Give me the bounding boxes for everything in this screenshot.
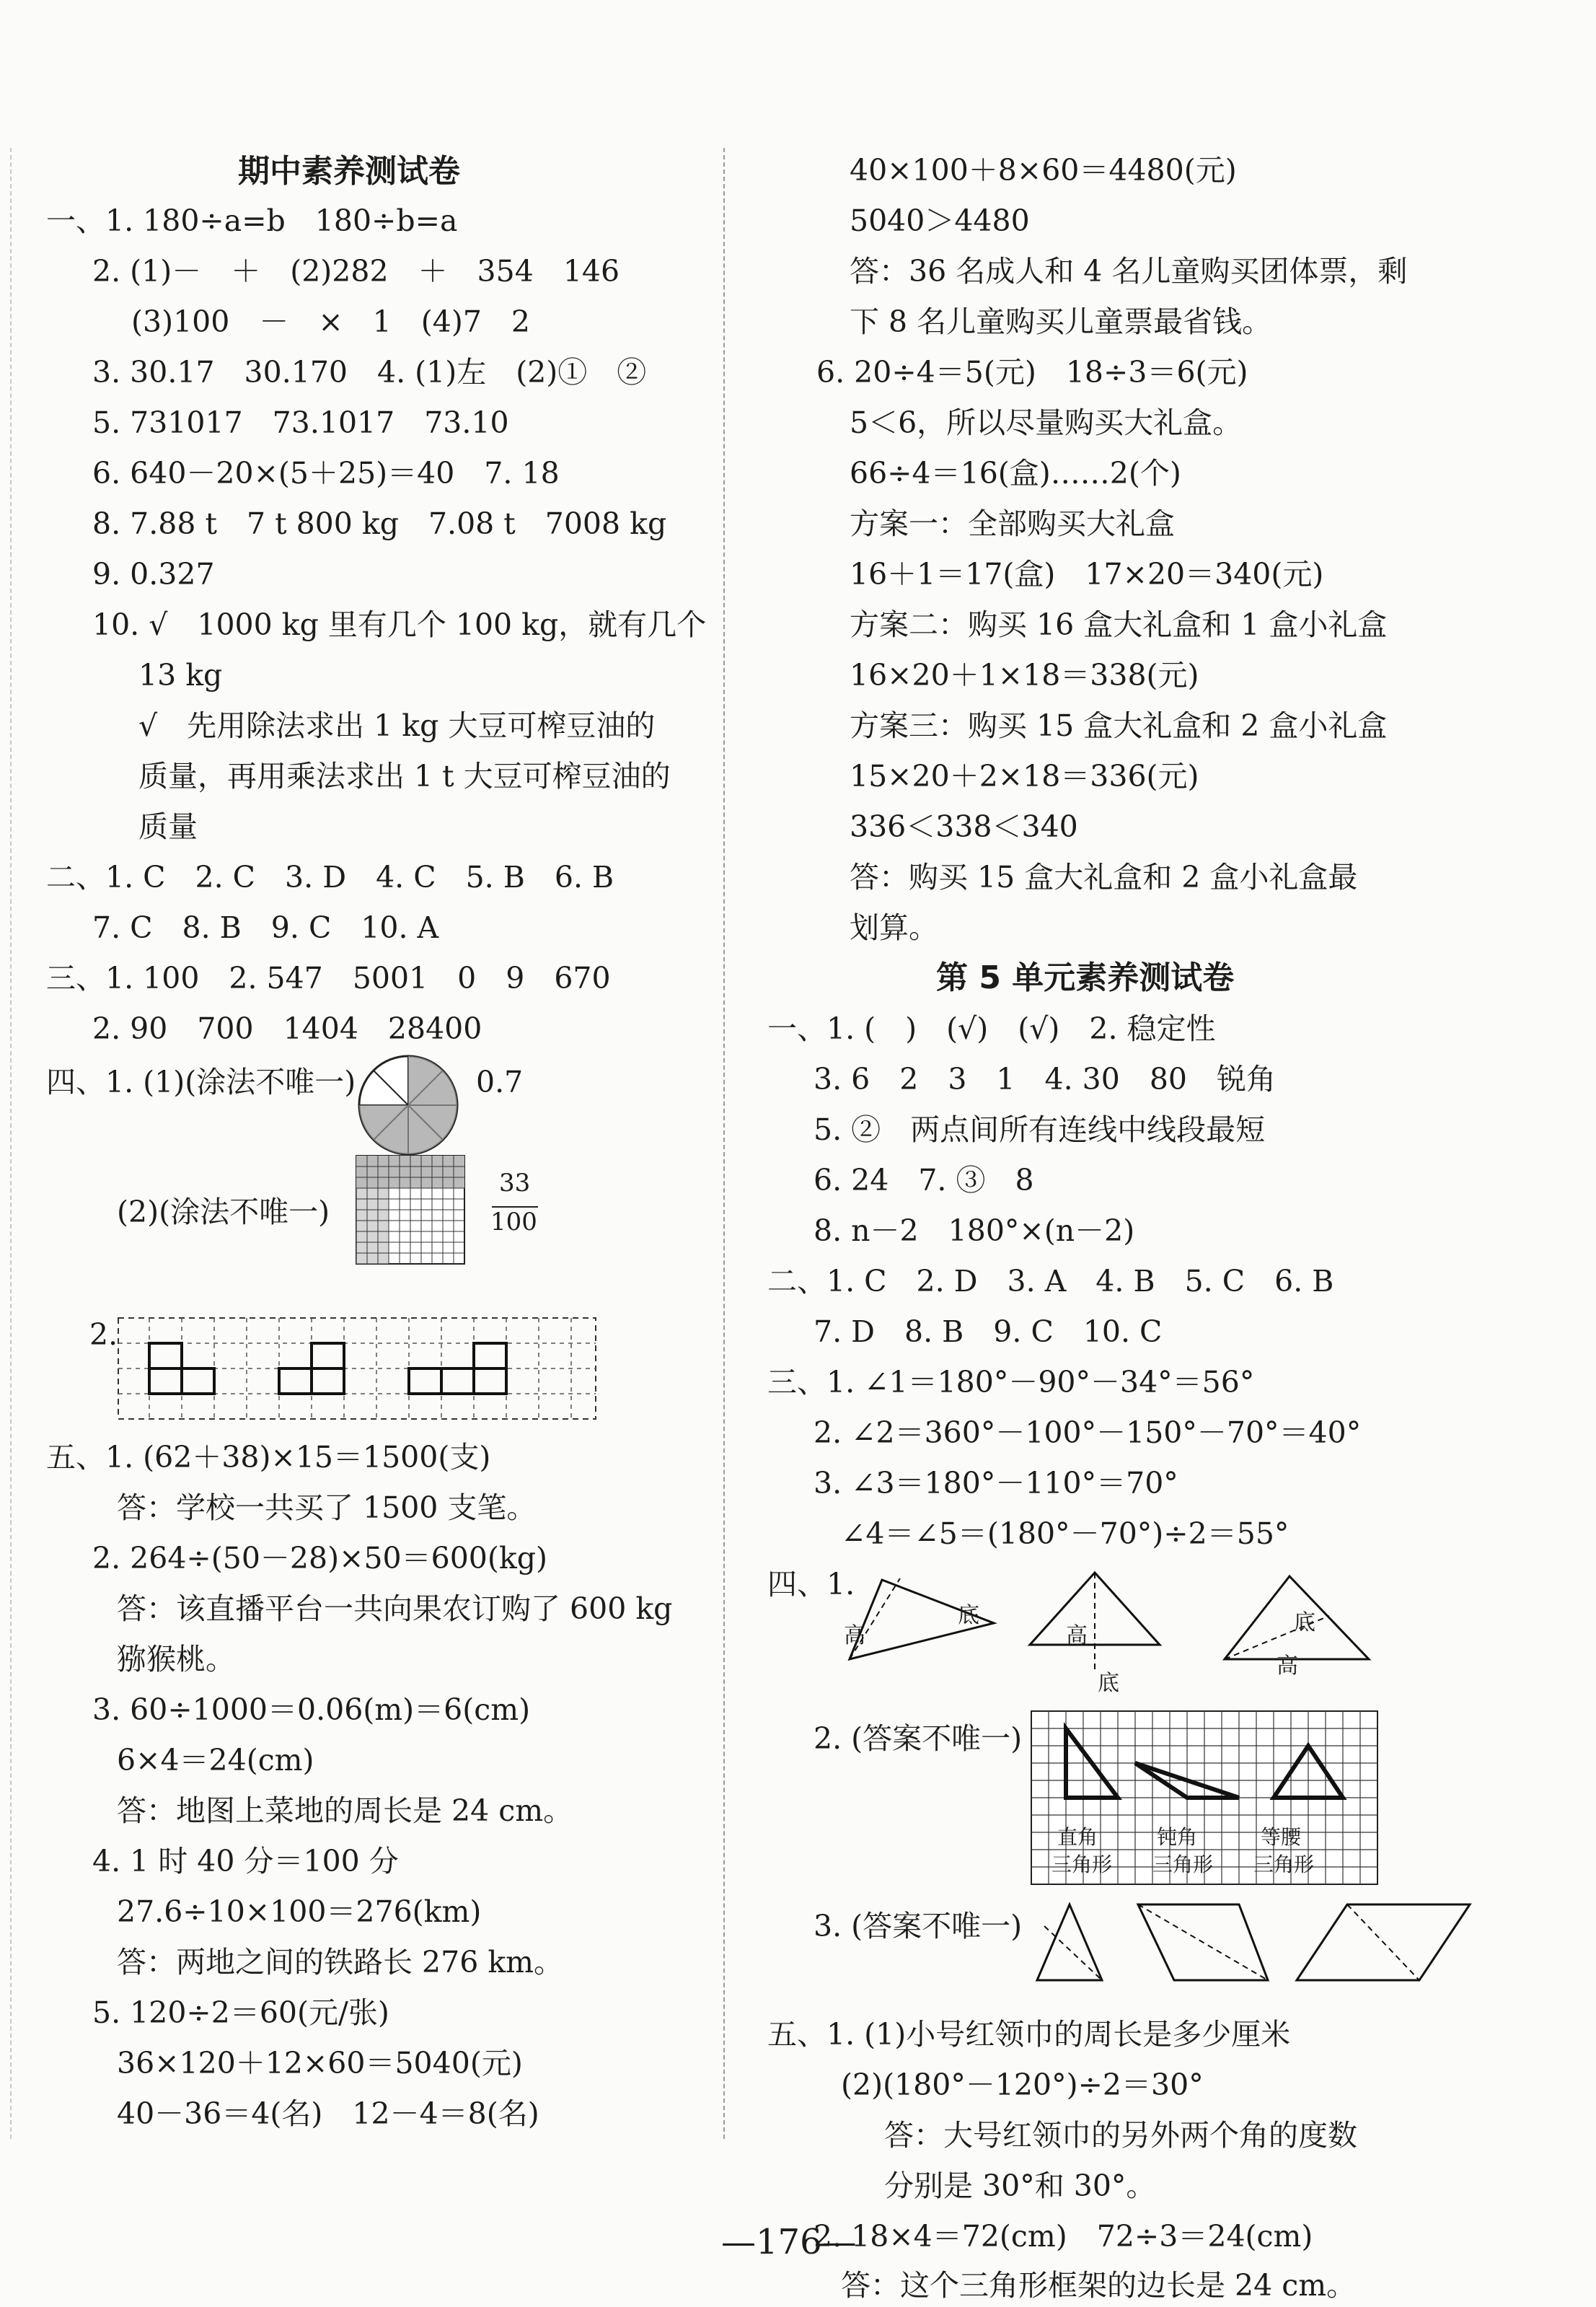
answer-line: 方案一：全部购买大礼盒 <box>850 506 1175 541</box>
page-number: —176— <box>721 2222 857 2262</box>
answer-line: 2. <box>89 1317 118 1352</box>
answer-line: 5. 120÷2＝60(元/张) <box>92 1995 389 2030</box>
answer-line: √ 先用除法求出 1 kg 大豆可榨豆油的 <box>138 708 656 743</box>
triangle-heights-figure <box>842 1565 1419 1674</box>
answer-line: 四、1. (1)(涂法不唯一) <box>46 1065 356 1099</box>
answer-line: 40×100＋8×60＝4480(元) <box>850 153 1237 188</box>
answer-line: 16＋1＝17(盒) 17×20＝340(元) <box>850 557 1324 592</box>
answer-line: 6. 640－20×(5＋25)＝40 7. 18 <box>92 456 560 491</box>
section-title-midterm: 期中素养测试卷 <box>238 153 460 190</box>
answer-line: 5040＞4480 <box>850 203 1030 238</box>
section-title-unit5: 第 5 单元素养测试卷 <box>936 959 1235 996</box>
answer-line: 答：两地之间的铁路长 276 km。 <box>117 1945 564 1979</box>
answer-line: 6×4＝24(cm) <box>117 1743 314 1778</box>
answer-line: 2. ∠2＝360°－100°－150°－70°＝40° <box>814 1415 1362 1450</box>
answer-line: 二、1. C 2. C 3. D 4. C 5. B 6. B <box>46 860 614 895</box>
answer-line: 336＜338＜340 <box>850 809 1078 844</box>
column-divider <box>723 148 725 2139</box>
fraction-numerator: 33 <box>499 1169 531 1198</box>
base-label: 底 <box>1098 1671 1119 1696</box>
answer-line: 2. (1)－ ＋ (2)282 ＋ 354 146 <box>92 254 620 289</box>
diagonal-shapes-figure <box>1030 1897 1491 1991</box>
height-label: 高 <box>844 1623 865 1648</box>
triangle-label: 三角形 <box>1253 1853 1315 1876</box>
triangle-label: 三角形 <box>1152 1853 1214 1876</box>
answer-line: 质量，再用乘法求出 1 t 大豆可榨豆油的 <box>138 759 671 794</box>
base-label: 底 <box>1294 1610 1315 1635</box>
answer-line: 3. 6 2 3 1 4. 30 80 锐角 <box>814 1062 1276 1097</box>
answer-line: 一、1. 180÷a=b 180÷b=a <box>46 203 458 238</box>
answer-line: 5. ② 两点间所有连线中线段最短 <box>814 1112 1266 1147</box>
answer-line: 2. 90 700 1404 28400 <box>92 1011 482 1046</box>
answer-line: 5＜6，所以尽量购买大礼盒。 <box>850 405 1243 440</box>
answer-line: 27.6÷10×100＝276(km) <box>117 1894 482 1929</box>
answer-line: 66÷4＝16(盒)……2(个) <box>850 456 1181 491</box>
block-shapes-figure <box>117 1317 607 1425</box>
answer-line: 五、1. (1)小号红领巾的周长是多少厘米 <box>767 2017 1291 2052</box>
answer-line: 答：这个三角形框架的边长是 24 cm。 <box>841 2268 1357 2303</box>
answer-line: (2)(180°－120°)÷2＝30° <box>841 2067 1204 2102</box>
answer-line: 8. n－2 180°×(n－2) <box>814 1213 1135 1248</box>
answer-line: 方案三：购买 15 盒大礼盒和 2 盒小礼盒 <box>850 708 1388 743</box>
answer-line: 划算。 <box>850 910 938 945</box>
height-label: 高 <box>1066 1623 1088 1648</box>
base-label: 底 <box>958 1603 979 1628</box>
answer-line: 13 kg <box>138 658 223 693</box>
answer-line: 三、1. ∠1＝180°－90°－34°＝56° <box>767 1365 1255 1399</box>
height-label: 高 <box>1277 1653 1298 1679</box>
answer-line: 5. 731017 73.1017 73.10 <box>92 405 509 440</box>
answer-line: 五、1. (62＋38)×15＝1500(支) <box>46 1440 491 1475</box>
answer-line: 2. 264÷(50－28)×50＝600(kg) <box>92 1541 547 1576</box>
answer-line: 3. ∠3＝180°－110°＝70° <box>814 1466 1178 1500</box>
answer-line: 3. (答案不唯一) <box>814 1909 1023 1943</box>
answer-line: 9. 0.327 <box>92 557 215 592</box>
triangle-label: 钝角 <box>1157 1825 1198 1849</box>
answer-line: 四、1. <box>767 1567 855 1601</box>
answer-line: 4. 1 时 40 分＝100 分 <box>92 1844 399 1878</box>
answer-line: (3)100 － × 1 (4)7 2 <box>131 304 531 339</box>
answer-line: 答：该直播平台一共向果农订购了 600 kg <box>117 1591 673 1626</box>
triangle-label: 等腰 <box>1261 1825 1302 1849</box>
answer-line: 答：36 名成人和 4 名儿童购买团体票，剩 <box>850 254 1408 289</box>
answer-line: 7. D 8. B 9. C 10. C <box>814 1314 1163 1349</box>
answer-line: 答：购买 15 盒大礼盒和 2 盒小礼盒最 <box>850 860 1358 895</box>
answer-line: 二、1. C 2. D 3. A 4. B 5. C 6. B <box>767 1264 1334 1298</box>
answer-line: 3. 30.17 30.170 4. (1)左 (2)① ② <box>92 355 647 390</box>
answer-line: 答：学校一共买了 1500 支笔。 <box>117 1490 537 1525</box>
answer-line: 答：地图上菜地的周长是 24 cm。 <box>117 1793 573 1828</box>
answer-line: 15×20＋2×18＝336(元) <box>850 759 1199 794</box>
answer-line: 质量 <box>138 809 198 844</box>
answer-line: 一、1. ( ) (√) (√) 2. 稳定性 <box>767 1011 1216 1046</box>
answer-line: 2. 18×4＝72(cm) 72÷3＝24(cm) <box>814 2219 1313 2254</box>
shaded-grid-figure <box>355 1154 470 1270</box>
answer-line: 16×20＋1×18＝338(元) <box>850 658 1199 693</box>
answer-value: 0.7 <box>476 1065 524 1099</box>
left-margin-rule <box>10 148 12 2139</box>
answer-line: 分别是 30°和 30°。 <box>884 2168 1156 2203</box>
answer-line: 下 8 名儿童购买儿童票最省钱。 <box>850 304 1272 339</box>
answer-line: 10. √ 1000 kg 里有几个 100 kg，就有几个 <box>92 607 707 642</box>
answer-line: (2)(涂法不唯一) <box>117 1195 330 1229</box>
triangle-label: 直角 <box>1057 1825 1098 1849</box>
answer-line: 6. 24 7. ③ 8 <box>814 1163 1034 1198</box>
answer-line: ∠4＝∠5＝(180°－70°)÷2＝55° <box>841 1516 1289 1551</box>
answer-line: 3. 60÷1000＝0.06(m)＝6(cm) <box>92 1692 531 1727</box>
answer-line: 方案二：购买 16 盒大礼盒和 1 盒小礼盒 <box>850 607 1388 642</box>
triangle-label: 三角形 <box>1051 1853 1113 1876</box>
fraction-denominator: 100 <box>490 1208 537 1236</box>
answer-line: 36×120＋12×60＝5040(元) <box>117 2046 523 2080</box>
shaded-circle-figure <box>356 1053 464 1161</box>
answer-line: 三、1. 100 2. 547 5001 0 9 670 <box>46 961 611 996</box>
answer-line: 6. 20÷4＝5(元) 18÷3＝6(元) <box>816 355 1248 390</box>
answer-line: 猕猴桃。 <box>117 1642 235 1677</box>
answer-line: 2. (答案不唯一) <box>814 1721 1023 1756</box>
answer-line: 8. 7.88 t 7 t 800 kg 7.08 t 7008 kg <box>92 506 667 541</box>
answer-line: 答：大号红领巾的另外两个角的度数 <box>884 2118 1357 2153</box>
answer-line: 7. C 8. B 9. C 10. A <box>92 910 439 945</box>
answer-line: 40－36＝4(名) 12－4＝8(名) <box>117 2096 539 2131</box>
